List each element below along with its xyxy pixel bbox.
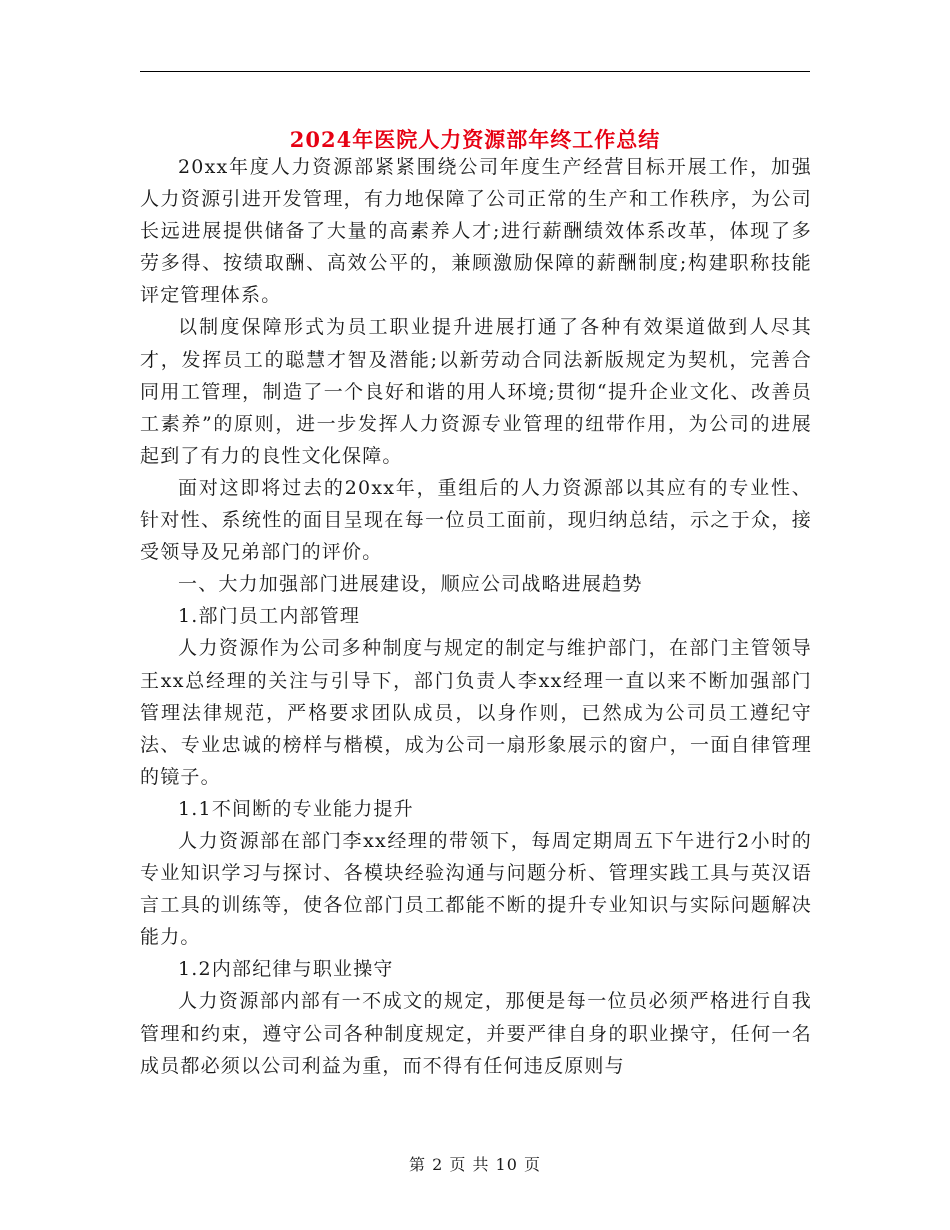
footer-current-page: 2 <box>432 1155 444 1174</box>
subsection-heading: 1.2内部纪律与职业操守 <box>178 958 394 981</box>
footer-suffix: 页 <box>524 1155 542 1174</box>
page-footer <box>0 1154 950 1176</box>
paragraph: 人力资源部内部有一不成文的规定，那便是每一位员必须严格进行自我管理和约束，遵守公司各种制度规定，并要严律自身的职业操守，任何一名成员都必须以公司利益为重，而不得有任何违反原则与 <box>140 990 812 1077</box>
header-rule <box>140 71 810 72</box>
document-body <box>140 151 812 1082</box>
subsection-heading: 1.部门员工内部管理 <box>178 605 361 628</box>
footer-total-pages: 10 <box>495 1155 518 1174</box>
paragraph: 人力资源部在部门李xx经理的带领下，每周定期周五下午进行2小时的专业知识学习与探讨、各模块经验沟通与问题分析、管理实践工具与英汉语言工具的训练等，使各位部门员工都能不断的提升专业知识与实际问题解决能力。 <box>140 829 812 949</box>
footer-prefix: 第 <box>408 1155 426 1174</box>
document-title: 2024年医院人力资源部年终工作总结 <box>289 127 661 153</box>
subsection-heading: 1.1不间断的专业能力提升 <box>178 797 414 820</box>
paragraph: 20xx年度人力资源部紧紧围绕公司年度生产经营目标开展工作，加强人力资源引进开发管理，有力地保障了公司正常的生产和工作秩序，为公司长远进展提供储备了大量的高素养人才;进行薪酬绩效体系改革，体现了多劳多得、按绩取酬、高效公平的，兼顾激励保障的薪酬制度;构建职称技能评定管理体系。 <box>140 156 812 307</box>
footer-middle: 页 共 <box>449 1155 490 1174</box>
paragraph: 以制度保障形式为员工职业提升进展打通了各种有效渠道做到人尽其才，发挥员工的聪慧才智及潜能;以新劳动合同法新版规定为契机，完善合同用工管理，制造了一个良好和谐的用人环境;贯彻“提升企业文化、改善员工素养”的原则，进一步发挥人力资源专业管理的纽带作用，为公司的进展起到了有力的良性文化保障。 <box>140 316 812 467</box>
section-heading: 一、大力加强部门进展建设，顺应公司战略进展趋势 <box>178 573 643 596</box>
paragraph: 人力资源作为公司多种制度与规定的制定与维护部门，在部门主管领导王xx总经理的关注与引导下，部门负责人李xx经理一直以来不断加强部门管理法律规范，严格要求团队成员，以身作则，已然成为公司员工遵纪守法、专业忠诚的榜样与楷模，成为公司一扇形象展示的窗户，一面自律管理的镜子。 <box>140 637 812 788</box>
paragraph: 面对这即将过去的20xx年，重组后的人力资源部以其应有的专业性、针对性、系统性的面目呈现在每一位员工面前，现归纳总结，示之于众，接受领导及兄弟部门的评价。 <box>140 476 812 564</box>
